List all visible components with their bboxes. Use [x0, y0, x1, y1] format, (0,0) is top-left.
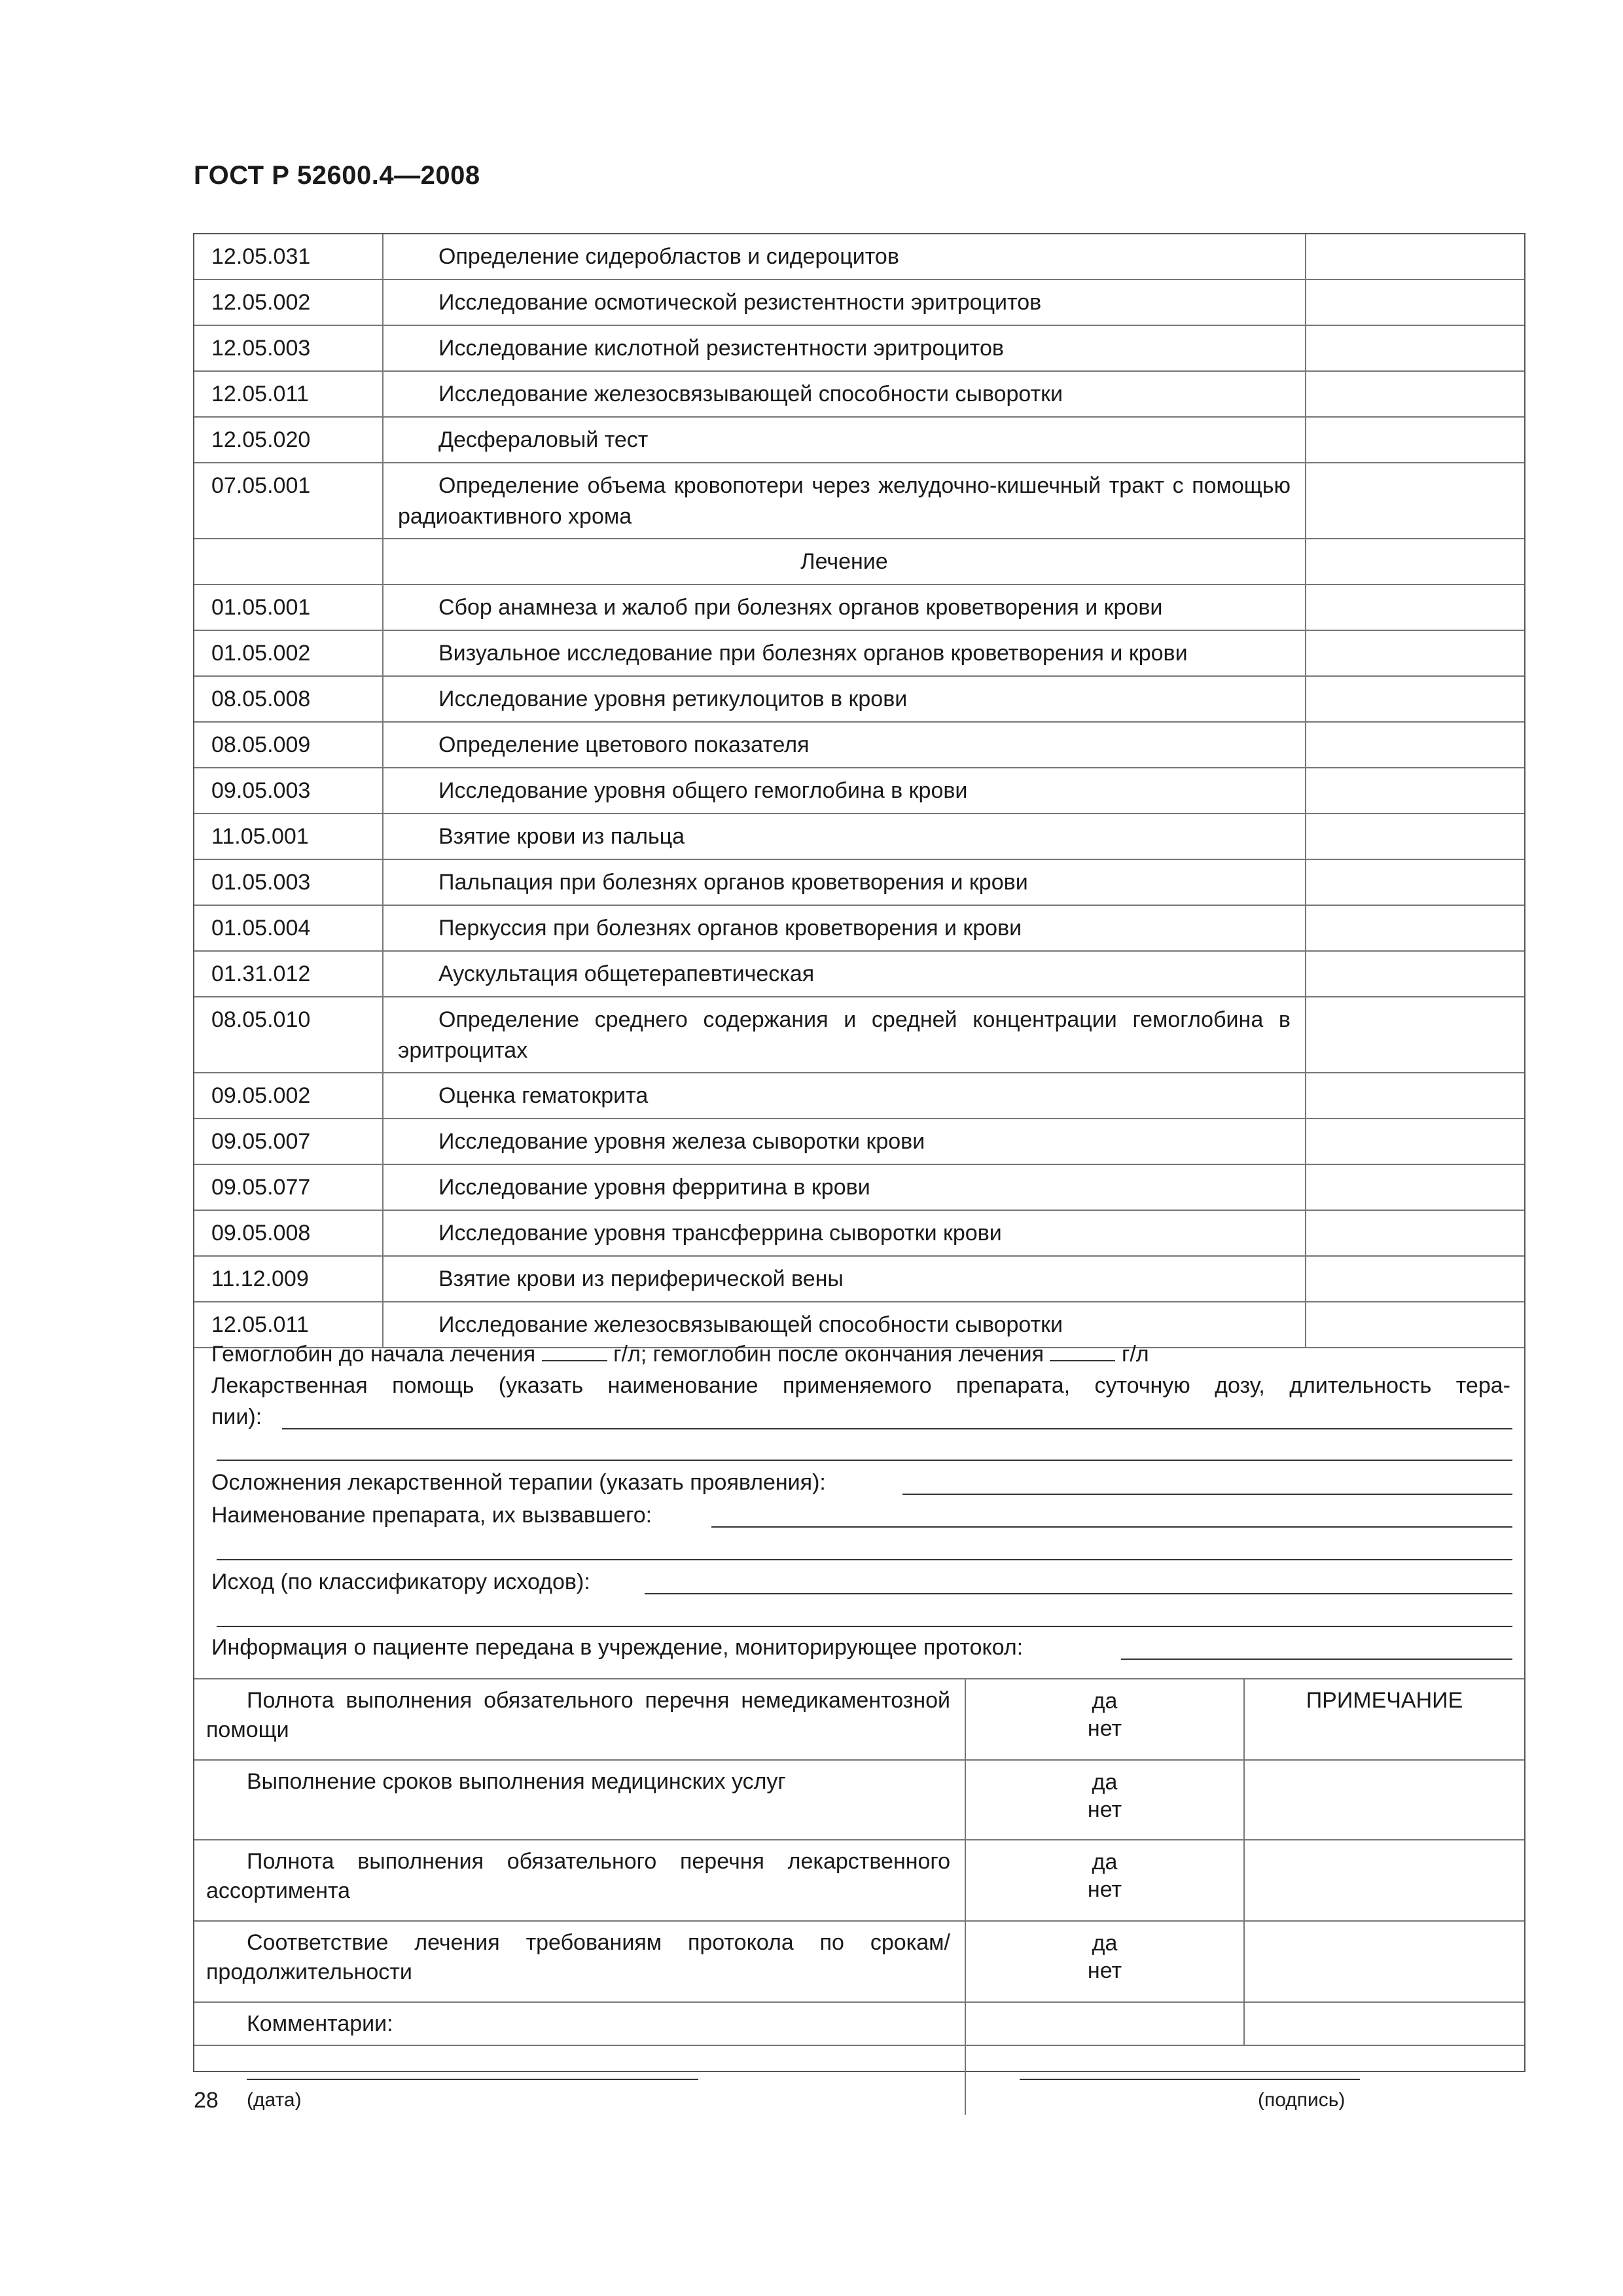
service-name: Определение объема кровопотери через желудочно-кишечный тракт с помощью радиоактивного хрома — [383, 463, 1306, 539]
date-label: (дата) — [247, 2089, 302, 2111]
mark-cell[interactable] — [1306, 722, 1524, 768]
service-code: 12.05.003 — [194, 325, 383, 371]
table-row — [194, 1073, 1524, 1119]
checklist-row — [194, 1679, 1524, 1760]
table-row — [194, 814, 1524, 859]
checklist-table — [194, 1678, 1524, 2115]
table-row — [194, 1210, 1524, 1256]
mark-cell[interactable] — [1306, 997, 1524, 1073]
drug-name-field-2[interactable] — [217, 1559, 1512, 1560]
service-code: 12.05.031 — [194, 234, 383, 279]
yes-no-choice[interactable] — [965, 1840, 1244, 1921]
service-name: Исследование железосвязывающей способности сыворотки — [383, 371, 1306, 417]
complications-field[interactable] — [902, 1494, 1512, 1495]
service-name: Аускультация общетерапевтическая — [383, 951, 1306, 997]
info-passed-label: Информация о пациенте передана в учреждение, мониторирующее протокол: — [211, 1635, 1024, 1660]
service-code: 12.05.011 — [194, 371, 383, 417]
signature-label: (подпись) — [1258, 2089, 1346, 2111]
table-row — [194, 1164, 1524, 1210]
service-code: 09.05.002 — [194, 1073, 383, 1119]
signature-cell — [965, 2045, 1524, 2115]
service-code: 01.05.001 — [194, 584, 383, 630]
note-cell[interactable] — [1244, 1840, 1524, 1921]
mark-cell[interactable] — [1306, 859, 1524, 905]
section-title-treatment: Лечение — [383, 539, 1306, 584]
mark-cell[interactable] — [1306, 768, 1524, 814]
mark-cell[interactable] — [1306, 584, 1524, 630]
yes-no-choice[interactable] — [965, 1760, 1244, 1840]
treatment-form-section — [194, 1334, 1524, 1679]
table-row — [194, 463, 1524, 539]
table-row — [194, 234, 1524, 279]
table-row — [194, 951, 1524, 997]
comments-label: Комментарии: — [194, 2002, 965, 2045]
service-name: Исследование кислотной резистентности эритроцитов — [383, 325, 1306, 371]
table-row — [194, 279, 1524, 325]
checklist-row — [194, 1760, 1524, 1840]
table-row — [194, 905, 1524, 951]
table-row — [194, 630, 1524, 676]
service-name: Исследование уровня трансферрина сыворотки крови — [383, 1210, 1306, 1256]
service-name: Сбор анамнеза и жалоб при болезнях органов кроветворения и крови — [383, 584, 1306, 630]
page-number: 28 — [194, 2088, 219, 2113]
service-name: Исследование уровня ферритина в крови — [383, 1164, 1306, 1210]
date-field[interactable] — [247, 2079, 698, 2080]
checklist-question: Полнота выполнения обязательного перечня немедикаментозной помощи — [194, 1679, 965, 1760]
table-row — [194, 371, 1524, 417]
service-code: 12.05.020 — [194, 417, 383, 463]
hb-before-field[interactable] — [542, 1340, 607, 1361]
no-option[interactable]: нет — [1087, 1716, 1122, 1741]
yes-option[interactable]: да — [1092, 1689, 1118, 1713]
mark-cell[interactable] — [1306, 676, 1524, 722]
service-name: Исследование уровня ретикулоцитов в крови — [383, 676, 1306, 722]
service-name: Взятие крови из периферической вены — [383, 1256, 1306, 1302]
services-table — [194, 234, 1524, 1348]
service-code: 01.31.012 — [194, 951, 383, 997]
mark-cell[interactable] — [1306, 1119, 1524, 1164]
outcome-field[interactable] — [645, 1593, 1512, 1594]
date-cell — [194, 2045, 965, 2115]
mark-cell[interactable] — [1306, 1210, 1524, 1256]
service-name: Визуальное исследование при болезнях органов кроветворения и крови — [383, 630, 1306, 676]
outcome-field-2[interactable] — [217, 1626, 1512, 1627]
note-cell[interactable] — [1244, 1921, 1524, 2002]
checklist-question: Выполнение сроков выполнения медицинских услуг — [194, 1760, 965, 1840]
service-code: 11.12.009 — [194, 1256, 383, 1302]
table-row — [194, 584, 1524, 630]
table-row — [194, 325, 1524, 371]
signature-field[interactable] — [1020, 2079, 1360, 2080]
table-row — [194, 722, 1524, 768]
comments-cell[interactable] — [965, 2002, 1244, 2045]
drug-help-field-2[interactable] — [217, 1460, 1512, 1461]
section-row-treatment — [194, 539, 1524, 584]
service-name: Исследование железосвязывающей способности сыворотки — [383, 1302, 1306, 1348]
service-code: 12.05.002 — [194, 279, 383, 325]
mark-cell[interactable] — [1306, 279, 1524, 325]
table-row — [194, 676, 1524, 722]
info-passed-field[interactable] — [1121, 1659, 1512, 1660]
service-name: Взятие крови из пальца — [383, 814, 1306, 859]
service-name: Определение сидеробластов и сидероцитов — [383, 234, 1306, 279]
service-code: 09.05.077 — [194, 1164, 383, 1210]
mark-cell[interactable] — [1306, 1256, 1524, 1302]
service-name: Исследование осмотической резистентности эритроцитов — [383, 279, 1306, 325]
mark-cell[interactable] — [1306, 463, 1524, 539]
mark-cell[interactable] — [1306, 630, 1524, 676]
mark-cell[interactable] — [1306, 325, 1524, 371]
hb-after-label: г/л; гемоглобин после окончания лечения — [613, 1342, 1044, 1367]
service-code: 09.05.003 — [194, 768, 383, 814]
service-code: 08.05.008 — [194, 676, 383, 722]
table-row — [194, 417, 1524, 463]
drug-help-label-1: Лекарственная помощь (указать наименование применяемого препарата, суточную дозу, длительность тера- — [211, 1373, 1510, 1398]
mark-cell[interactable] — [1306, 417, 1524, 463]
no-option[interactable]: нет — [1087, 1797, 1122, 1822]
service-code: 01.05.004 — [194, 905, 383, 951]
drug-help-label-2: пии): — [211, 1405, 262, 1429]
hb-after-field[interactable] — [1050, 1340, 1115, 1361]
no-option[interactable]: нет — [1087, 1877, 1122, 1902]
service-name: Пальпация при болезнях органов кроветворения и крови — [383, 859, 1306, 905]
table-row — [194, 859, 1524, 905]
note-header: ПРИМЕЧАНИЕ — [1244, 1679, 1524, 1760]
checklist-question: Соответствие лечения требованиям протокола по срокам/продолжительности — [194, 1921, 965, 2002]
complications-label: Осложнения лекарственной терапии (указать проявления): — [211, 1470, 826, 1495]
service-name: Определение цветового показателя — [383, 722, 1306, 768]
mark-cell[interactable] — [1306, 814, 1524, 859]
table-row — [194, 1119, 1524, 1164]
empty-code-cell — [194, 539, 383, 584]
mark-cell[interactable] — [1306, 1073, 1524, 1119]
hb-before-label: Гемоглобин до начала лечения — [211, 1342, 536, 1367]
checklist-row — [194, 1921, 1524, 2002]
note-cell[interactable] — [1244, 1760, 1524, 1840]
service-name: Определение среднего содержания и средней концентрации гемоглобина в эритроцитах — [383, 997, 1306, 1073]
drug-name-label: Наименование препарата, их вызвавшего: — [211, 1503, 652, 1528]
table-row — [194, 768, 1524, 814]
hemoglobin-line — [211, 1339, 1149, 1370]
yes-no-choice[interactable] — [965, 1679, 1244, 1760]
drug-name-field[interactable] — [711, 1526, 1512, 1528]
mark-cell[interactable] — [1306, 951, 1524, 997]
service-code: 01.05.003 — [194, 859, 383, 905]
comments-cell[interactable] — [1244, 2002, 1524, 2045]
service-name: Исследование уровня железа сыворотки крови — [383, 1119, 1306, 1164]
checklist-row — [194, 1840, 1524, 1921]
service-code: 08.05.009 — [194, 722, 383, 768]
drug-help-field[interactable] — [282, 1428, 1512, 1429]
mark-cell[interactable] — [1306, 905, 1524, 951]
yes-option[interactable]: да — [1092, 1850, 1118, 1874]
checklist-question: Полнота выполнения обязательного перечня лекарственного ассортимента — [194, 1840, 965, 1921]
comments-row — [194, 2002, 1524, 2045]
service-code: 09.05.008 — [194, 1210, 383, 1256]
hb-unit: г/л — [1121, 1342, 1149, 1367]
service-name: Десфераловый тест — [383, 417, 1306, 463]
mark-cell[interactable] — [1306, 234, 1524, 279]
no-option[interactable]: нет — [1087, 1958, 1122, 1983]
yes-no-choice[interactable] — [965, 1921, 1244, 2002]
service-code: 11.05.001 — [194, 814, 383, 859]
yes-option[interactable]: да — [1092, 1770, 1118, 1795]
standard-title: ГОСТ Р 52600.4—2008 — [194, 161, 480, 190]
mark-cell[interactable] — [1306, 371, 1524, 417]
signature-row — [194, 2045, 1524, 2115]
table-row — [194, 1256, 1524, 1302]
service-name: Исследование уровня общего гемоглобина в крови — [383, 768, 1306, 814]
mark-cell[interactable] — [1306, 539, 1524, 584]
outcome-label: Исход (по классификатору исходов): — [211, 1570, 590, 1594]
service-code: 12.05.011 — [194, 1302, 383, 1348]
service-code: 08.05.010 — [194, 997, 383, 1073]
mark-cell[interactable] — [1306, 1164, 1524, 1210]
table-row — [194, 997, 1524, 1073]
service-code: 07.05.001 — [194, 463, 383, 539]
service-name: Оценка гематокрита — [383, 1073, 1306, 1119]
service-code: 01.05.002 — [194, 630, 383, 676]
yes-option[interactable]: да — [1092, 1931, 1118, 1956]
service-code: 09.05.007 — [194, 1119, 383, 1164]
service-name: Перкуссия при болезнях органов кроветворения и крови — [383, 905, 1306, 951]
